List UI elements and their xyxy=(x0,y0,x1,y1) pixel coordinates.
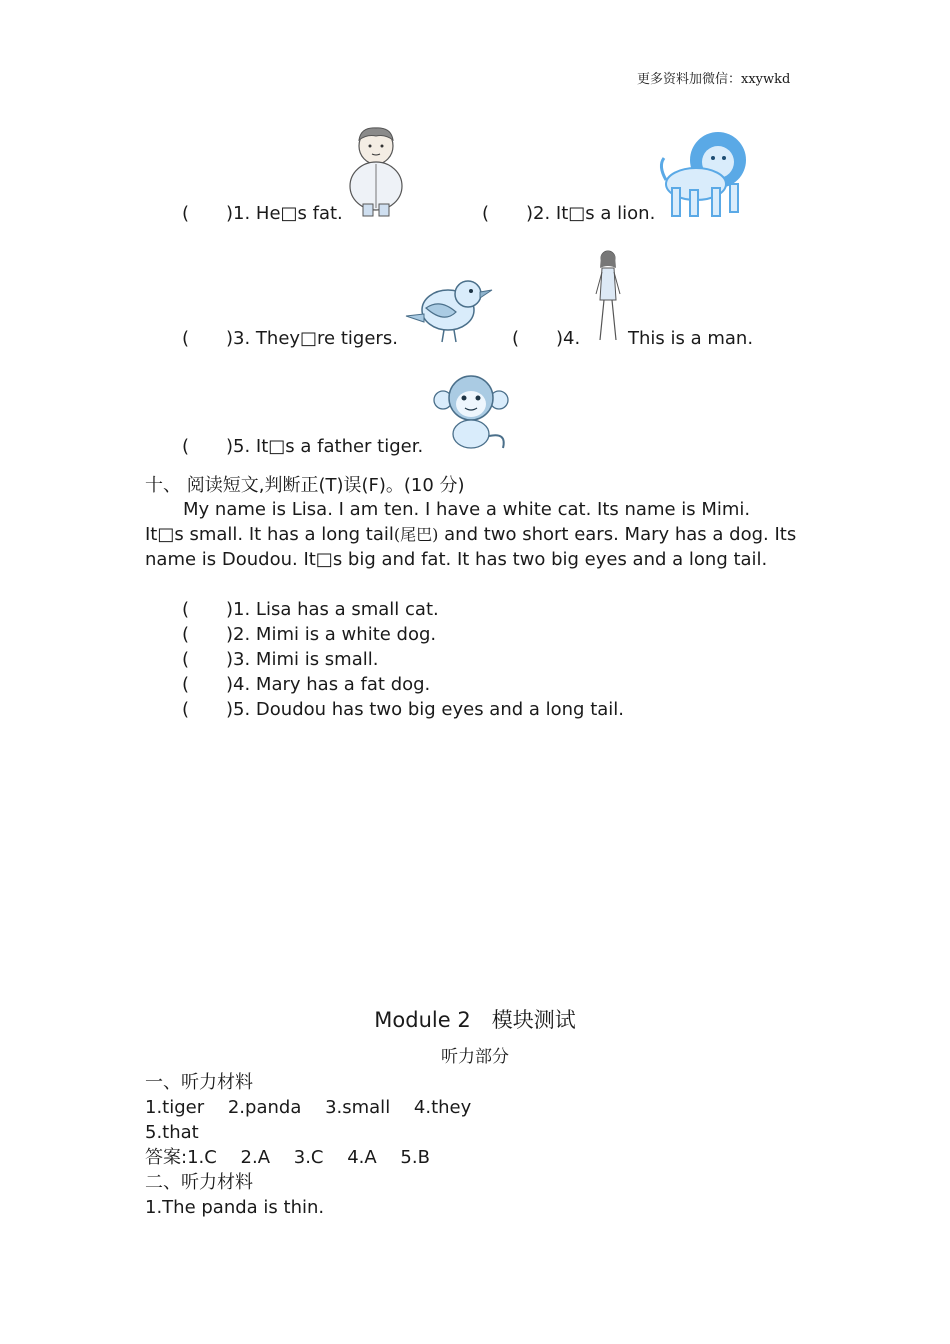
picture-question-2 xyxy=(482,201,655,226)
reading-passage xyxy=(145,497,810,572)
answer-paren[interactable]: ( xyxy=(182,699,190,720)
part-1-answers: 答案:1.C 2.A 3.C 4.A 5.B xyxy=(145,1147,430,1168)
question-text: )3. They□re tigers. xyxy=(226,328,398,349)
part-1-words-line-2: 5.that xyxy=(145,1122,199,1143)
reading-question-1 xyxy=(182,597,439,622)
picture-question-5 xyxy=(182,434,423,459)
listening-title: 听力部分 xyxy=(441,1047,509,1067)
module-title: Module 2 模块测试 xyxy=(374,1008,576,1032)
part-1-words-line-1: 1.tiger 2.panda 3.small 4.they xyxy=(145,1097,472,1118)
picture-question-4 xyxy=(512,326,580,351)
answer-paren[interactable]: ( xyxy=(182,436,190,457)
lion-picture xyxy=(656,128,750,220)
answer-paren[interactable]: ( xyxy=(182,599,190,620)
question-text: )5. Doudou has two big eyes and a long tail. xyxy=(226,699,625,720)
passage-rest xyxy=(145,522,810,572)
question-text: )2. Mimi is a white dog. xyxy=(226,624,437,645)
passage-line-1: My name is Lisa. I am ten. I have a white cat. Its name is Mimi. xyxy=(183,499,751,520)
answer-paren[interactable]: ( xyxy=(182,624,190,645)
section-10-title: 十、 阅读短文,判断正(T)误(F)。(10 分) xyxy=(145,475,465,496)
part-2-title: 二、听力材料 xyxy=(145,1172,253,1193)
question-text: )4. xyxy=(556,328,581,349)
part-2-line-1: 1.The panda is thin. xyxy=(145,1197,325,1218)
part-1-title: 一、听力材料 xyxy=(145,1072,253,1093)
woman-picture xyxy=(588,248,628,346)
reading-question-2 xyxy=(182,622,436,647)
answer-paren[interactable]: ( xyxy=(182,328,190,349)
answer-paren[interactable]: ( xyxy=(512,328,520,349)
reading-question-4 xyxy=(182,672,430,697)
reading-question-5 xyxy=(182,697,624,722)
question-text: )4. Mary has a fat dog. xyxy=(226,674,431,695)
fat-boy-picture xyxy=(343,124,409,220)
picture-question-3 xyxy=(182,326,398,351)
question-text: )1. Lisa has a small cat. xyxy=(226,599,439,620)
header-note: 更多资料加微信：xxywkd xyxy=(637,72,791,87)
question-text: )5. It□s a father tiger. xyxy=(226,436,424,457)
answer-paren[interactable]: ( xyxy=(182,674,190,695)
passage-text-b: and two short ears. Mary has a dog. Its name is Doudou. It□s big and fat. It has two big eyes and a long tail. xyxy=(145,524,797,570)
question-text: )2. It□s a lion. xyxy=(526,203,656,224)
answer-paren[interactable]: ( xyxy=(182,649,190,670)
monkey-picture xyxy=(431,372,511,452)
answer-paren[interactable]: ( xyxy=(182,203,190,224)
answer-paren[interactable]: ( xyxy=(482,203,490,224)
passage-text-a: It□s small. It has a long tail xyxy=(145,524,394,545)
question-text: )3. Mimi is small. xyxy=(226,649,379,670)
reading-question-3 xyxy=(182,647,378,672)
question-text: )1. He□s fat. xyxy=(226,203,343,224)
passage-gloss: (尾巴) xyxy=(393,525,439,544)
question-4-text-after: This is a man. xyxy=(628,328,754,349)
bird-picture xyxy=(404,278,494,346)
picture-question-1 xyxy=(182,201,343,226)
